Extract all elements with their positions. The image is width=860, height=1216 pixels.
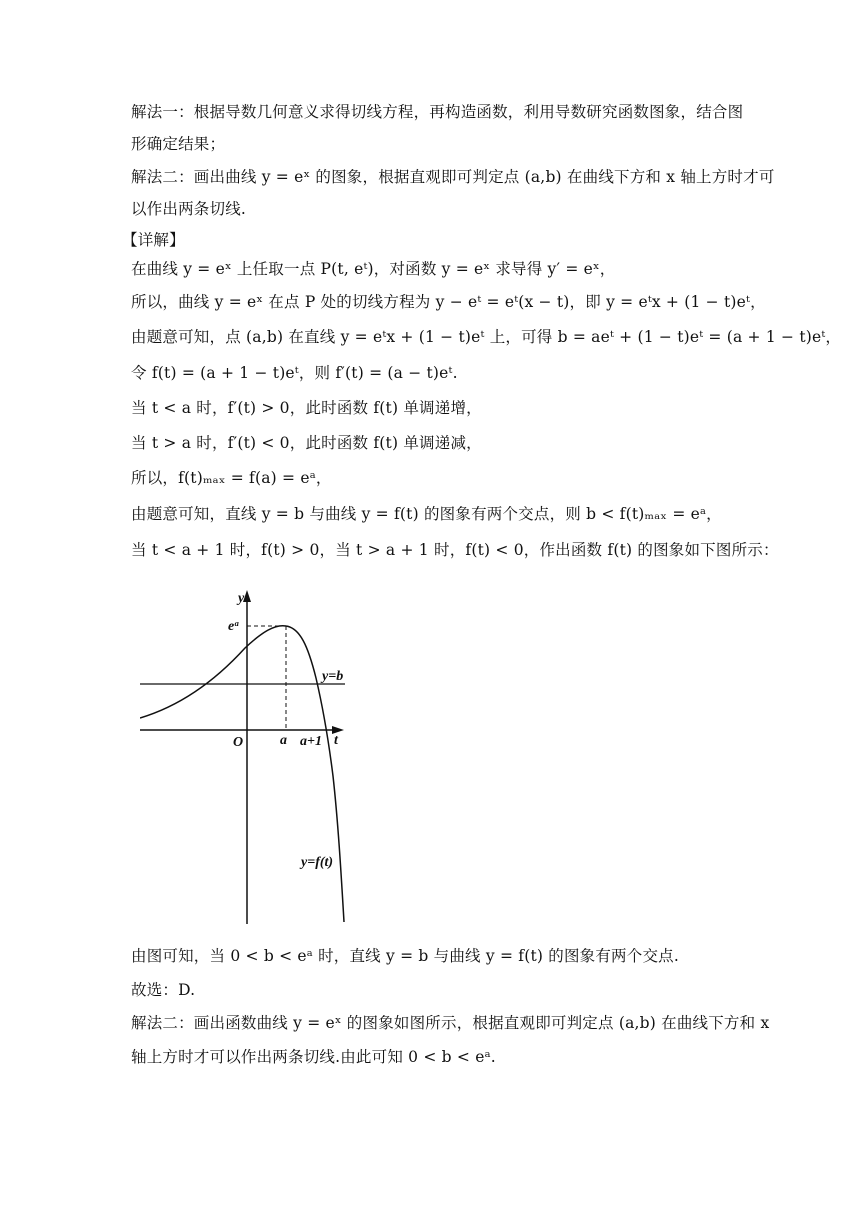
line-y-b-label: y=b bbox=[322, 669, 344, 684]
text-line: 所以，曲线 y = eˣ 在点 P 处的切线方程为 y − eᵗ = eᵗ(x − t)，即 y = eᵗx + (1 − t)eᵗ， bbox=[131, 293, 766, 311]
text-line: 当 t > a 时，f′(t) < 0，此时函数 f(t) 单调递减， bbox=[131, 434, 482, 452]
text-line: 解法一：根据导数几何意义求得切线方程，再构造函数，利用导数研究函数图象，结合图 bbox=[131, 103, 744, 121]
text-line: 由题意可知，点 (a,b) 在直线 y = eᵗx + (1 − t)eᵗ 上，可得 b = aeᵗ + (1 − t)eᵗ = (a + 1 − t)eᵗ， bbox=[131, 328, 842, 346]
text-line: 轴上方时才可以作出两条切线.由此可知 0 < b < eᵃ. bbox=[131, 1048, 496, 1066]
section-heading: 【详解】 bbox=[122, 231, 185, 249]
text-line: 解法二：画出曲线 y = eˣ 的图象，根据直观即可判定点 (a,b) 在曲线下方和 x 轴上方时才可 bbox=[131, 168, 775, 186]
text-line: 由图可知，当 0 < b < eᵃ 时，直线 y = b 与曲线 y = f(t) 的图象有两个交点. bbox=[131, 947, 679, 965]
curve-label: y=f(t) bbox=[301, 855, 334, 870]
origin-label: O bbox=[233, 735, 244, 750]
function-graph bbox=[140, 586, 355, 926]
text-line: 解法二：画出函数曲线 y = eˣ 的图象如图所示，根据直观即可判定点 (a,b) 在曲线下方和 x bbox=[131, 1014, 770, 1032]
text-line: 所以，f(t)ₘₐₓ = f(a) = eᵃ， bbox=[131, 469, 332, 487]
text-line: 由题意可知，直线 y = b 与曲线 y = f(t) 的图象有两个交点，则 b < f(t)ₘₐₓ = eᵃ， bbox=[131, 505, 722, 523]
text-line: 当 t < a + 1 时，f(t) > 0，当 t > a + 1 时，f(t) < 0，作出函数 f(t) 的图象如下图所示： bbox=[131, 541, 779, 559]
text-line: 当 t < a 时，f′(t) > 0，此时函数 f(t) 单调递增， bbox=[131, 399, 482, 417]
peak-value-label: eᵃ bbox=[228, 619, 239, 634]
text-line: 形确定结果； bbox=[131, 135, 226, 153]
curve-f-t bbox=[140, 626, 344, 922]
text-line: 令 f(t) = (a + 1 − t)eᵗ，则 f′(t) = (a − t)eᵗ. bbox=[131, 364, 458, 382]
a-tick-label: a bbox=[280, 733, 287, 748]
y-axis-label: y bbox=[238, 591, 245, 606]
text-line: 在曲线 y = eˣ 上任取一点 P(t, eᵗ)，对函数 y = eˣ 求导得 y′ = eˣ， bbox=[131, 260, 616, 278]
t-axis-label: t bbox=[334, 733, 338, 748]
graph-svg bbox=[140, 586, 355, 926]
text-line: 以作出两条切线. bbox=[131, 200, 247, 218]
a-plus-1-tick-label: a+1 bbox=[300, 734, 322, 749]
text-line: 故选：D. bbox=[131, 981, 196, 999]
